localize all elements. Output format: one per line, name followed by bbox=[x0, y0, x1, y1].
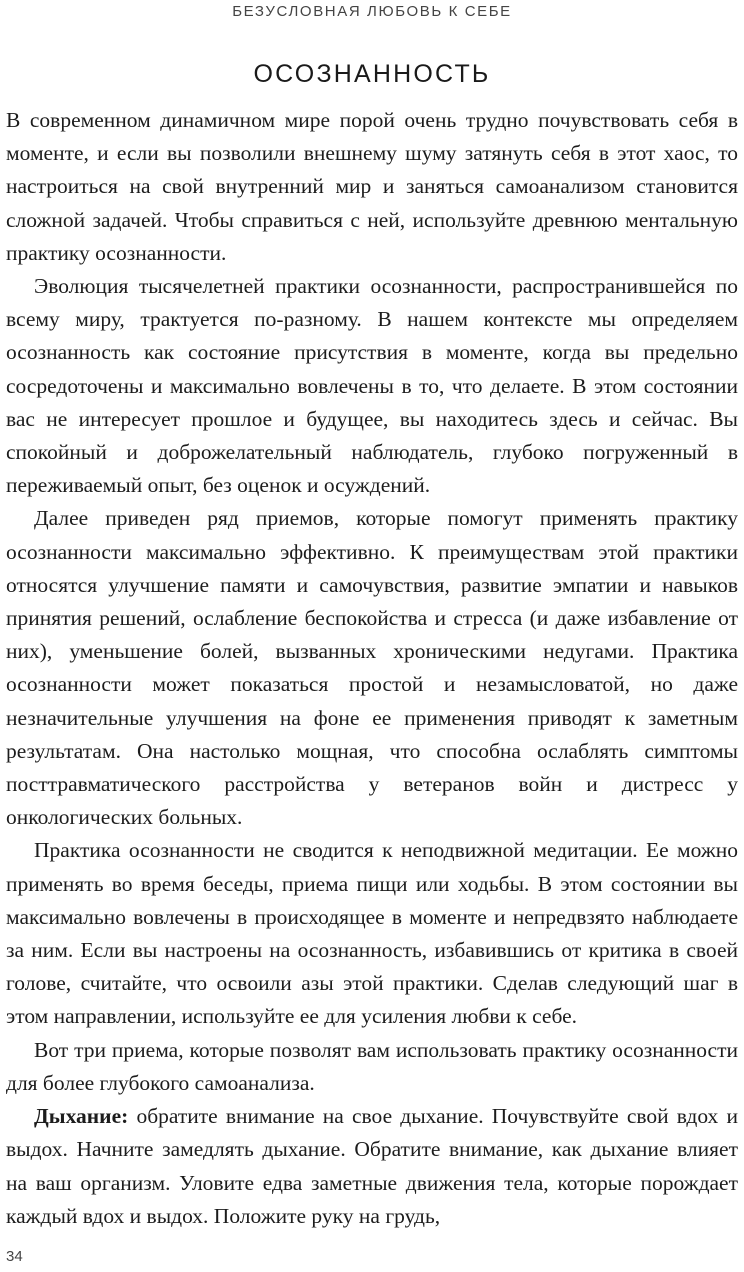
paragraph-benefits: Далее приведен ряд приемов, которые помогут применять практику осознанности максимально эффективно. К преимуществам этой практики относятся улучшение памяти и самочувствия, развитие эмпатии и навыков принятия решений, ослабление беспокойства и стресса (и даже избавление от них), уменьшение болей, вызванных хроническими недугами. Практика осознанности может показаться простой и незамысловатой, но даже незначительные улучшения на фоне ее применения приводят к заметным результатам. Она настолько мощная, что способна ослаблять симптомы посттравматического расстройства у ветеранов войн и дистресс у онкологических больных. bbox=[6, 506, 738, 830]
paragraph-practice: Практика осознанности не сводится к неподвижной медитации. Ее можно применять во время беседы, приема пищи или ходьбы. В этом состоянии вы максимально вовлечены в происходящее в моменте и непредвзято наблюдаете за ним. Если вы настроены на осознанность, избавившись от критика в своей голове, считайте, что освоили азы этой практики. Сделав следующий шаг в этом направлении, используйте ее для усиления любви к себе. bbox=[6, 838, 738, 1029]
body-text bbox=[6, 104, 738, 1233]
paragraph-breathing bbox=[6, 1100, 738, 1233]
chapter-title: ОСОЗНАННОСТЬ bbox=[253, 60, 491, 88]
paragraph-three-techniques: Вот три приема, которые позволят вам использовать практику осознанности для более глубокого самоанализа. bbox=[6, 1037, 738, 1095]
page-number: 34 bbox=[6, 1248, 23, 1265]
paragraph-intro: В современном динамичном мире порой очень трудно почувствовать себя в моменте, и если вы позволили внешнему шуму затянуть себя в этот хаос, то настроиться на свой внутренний мир и заняться самоанализом становится сложной задачей. Чтобы справиться с ней, используйте древнюю ментальную практику осознанности. bbox=[6, 108, 738, 265]
paragraph-definition: Эволюция тысячелетней практики осознанности, распространившейся по всему миру, трактуется по-разному. В нашем контексте мы определяем осознанность как состояние присутствия в моменте, когда вы предельно сосредоточены и максимально вовлечены в то, что делаете. В этом состоянии вас не интересует прошлое и будущее, вы находитесь здесь и сейчас. Вы спокойный и доброжелательный наблюдатель, глубоко погруженный в переживаемый опыт, без оценок и осуждений. bbox=[6, 274, 738, 498]
running-header: БЕЗУСЛОВНАЯ ЛЮБОВЬ К СЕБЕ bbox=[232, 3, 512, 20]
breathing-term: Дыхание: bbox=[34, 1104, 129, 1129]
breathing-text: обратите внимание на свое дыхание. Почувствуйте свой вдох и выдох. Начните замедлять дыхание. Обратите внимание, как дыхание влияет на ваш организм. Уловите едва заметные движения тела, которые порождает каждый вдох и выдох. Положите руку на грудь, bbox=[6, 1104, 738, 1228]
